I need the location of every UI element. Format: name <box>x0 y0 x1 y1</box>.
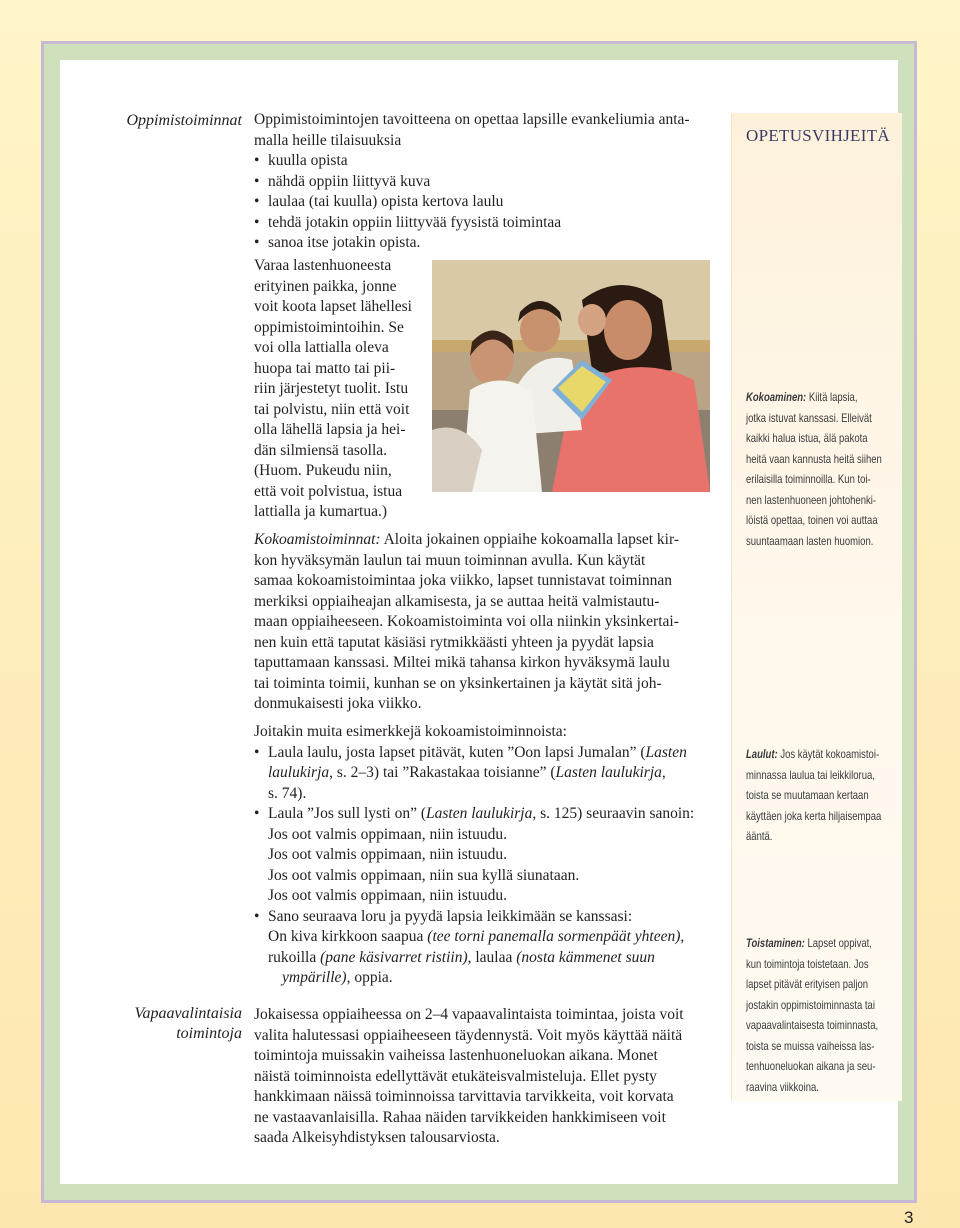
list-item: • tehdä jotakin oppiin liittyvää fyysistä toimintaa <box>254 213 714 234</box>
intro-paragraph <box>254 110 714 254</box>
text-line: Jokaisessa oppiaiheessa on 2–4 vapaavalintaista toimintaa, joista voit <box>254 1006 684 1023</box>
text-span: Kiitä lapsia, <box>806 391 858 404</box>
song-book-ref: laulukirja <box>268 764 330 781</box>
text-line: Varaa lastenhuoneesta <box>254 257 392 274</box>
list-item: • nähdä oppiin liittyvä kuva <box>254 172 714 193</box>
text-span: On kiva kirkkoon saapua <box>268 928 428 945</box>
text-line: kon hyväksymän laulun tai muun toiminnan avulla. Kun käytät <box>254 551 646 569</box>
text-line <box>254 530 714 551</box>
text-line: • Sano seuraava loru ja pyydä lapsia leikkimään se kanssasi: <box>268 907 633 925</box>
gesture-instruction: ympärille) <box>282 969 347 986</box>
text-line <box>268 763 714 784</box>
list-item <box>254 743 714 805</box>
goal-list <box>254 151 714 254</box>
tip-line: heitä vaan kannusta heitä siihen <box>746 452 882 466</box>
examples-intro: Joitakin muita esimerkkejä kokoamistoiminnoista: <box>254 723 567 740</box>
list-item: • laulaa (tai kuulla) opista kertova laulu <box>254 192 714 213</box>
space-advice-paragraph <box>254 256 430 523</box>
text-line: hankkimaan näissä toiminnoissa tarvittavia tarvikkeita, voit korvata <box>254 1088 674 1105</box>
rhyme-line <box>268 948 714 969</box>
list-item <box>254 804 714 907</box>
rhyme-line <box>268 968 714 989</box>
tip-line: minnassa laulua tai leikkilorua, <box>746 768 875 782</box>
tip-repetition <box>746 934 894 1098</box>
gesture-instruction: (pane käsivarret ristiin), <box>320 948 472 966</box>
text-span: laulaa <box>471 948 517 966</box>
text-line: näistä toiminnoista edellyttävät etukäteisvalmisteluja. Ellet pysty <box>254 1067 657 1085</box>
section-label-optional <box>60 1004 242 1044</box>
tip-line: kun toimintoja toistetaan. Jos <box>746 957 869 971</box>
text-line: huopa tai matto tai pii- <box>254 359 396 377</box>
section-label-optional-line1: Vapaavalintaisia <box>134 1005 242 1022</box>
text-span: Aloita jokainen oppiaihe kokoamalla lapset kir- <box>380 531 680 548</box>
text-line <box>268 804 714 825</box>
lyric-line: Jos oot valmis oppimaan, niin istuudu. <box>268 825 507 843</box>
text-line: toimintoja muissakin vaiheissa lastenhuoneluokan aikana. Monet <box>254 1047 658 1064</box>
text-line: erityinen paikka, jonne <box>254 277 397 295</box>
gesture-instruction: (tee torni panemalla sormenpäät yhteen), <box>427 928 685 945</box>
text-line: lattialla ja kumartua.) <box>254 503 387 520</box>
text-span: Laula laulu, josta lapset pitävät, kuten ”Oon lapsi Jumalan” ( <box>268 743 646 761</box>
tip-line: vapaavalintaisesta toiminnasta, <box>746 1019 879 1032</box>
tip-lead: Toistaminen: <box>746 937 805 950</box>
text-span: Laula ”Jos sull lysti on” ( <box>268 805 426 822</box>
tip-line <box>746 388 894 409</box>
list-item <box>254 907 714 989</box>
examples-section <box>254 722 714 989</box>
lyric-line: Jos oot valmis oppimaan, niin sua kyllä siunataan. <box>268 866 580 884</box>
rhyme-line <box>268 927 714 948</box>
text-line: donmukaisesti joka viikko. <box>254 695 422 712</box>
sidebar-title: OPETUSVIHJEITÄ <box>746 126 890 145</box>
text-line: valita halutessasi oppiaiheeseen täydennystä. Voit myös käyttää näitä <box>254 1026 683 1044</box>
optional-activities-paragraph <box>254 1005 714 1149</box>
tip-gathering <box>746 388 894 552</box>
text-line: voi olla lattialla oleva <box>254 339 389 356</box>
text-line: olla lähellä lapsia ja hei- <box>254 421 406 438</box>
text-line: riin järjestetyt tuolit. Istu <box>254 380 409 397</box>
gathering-paragraph <box>254 530 714 715</box>
text-line: maan oppiaiheeseen. Kokoamistoiminta voi olla niinkin yksinkertai- <box>254 613 679 630</box>
tip-line: nen lastenhuoneen johtohenki- <box>746 493 877 507</box>
tip-line: käyttäen joka kerta hiljaisempaa <box>746 809 882 823</box>
text-line: oppimistoimintoihin. Se <box>254 318 404 336</box>
tip-line <box>746 745 894 766</box>
tip-line: löistä opettaa, toinen voi auttaa <box>746 514 878 527</box>
list-item: • kuulla opista <box>254 151 714 172</box>
text-line: dän silmiensä tasolla. <box>254 441 388 459</box>
text-line <box>268 743 714 764</box>
tip-line: suuntaamaan lasten huomion. <box>746 534 874 548</box>
text-span: , <box>661 764 666 781</box>
text-line: että voit polvistua, istua <box>254 482 403 500</box>
song-book-ref: Lasten laulukirja <box>555 764 662 781</box>
page-number: 3 <box>904 1208 914 1227</box>
text-line: samaa kokoamistoimintaa joka viikko, lapset tunnistavat toiminnan <box>254 572 672 589</box>
text-line: tai polvistu, niin että voit <box>254 400 410 418</box>
tip-line: jotka istuvat kanssasi. Elleivät <box>746 411 872 425</box>
text-span: Lapset oppivat, <box>804 937 872 950</box>
tip-line: tenhuoneluokan aikana ja seu- <box>746 1060 876 1073</box>
song-book-ref: Lasten <box>645 743 687 761</box>
examples-list <box>254 743 714 989</box>
text-line: nen kuin että taputat käsiäsi rytmikkäästi yhteen ja pyydät lapsia <box>254 633 654 651</box>
tip-line: jostakin oppimistoiminnasta tai <box>746 998 875 1012</box>
song-book-ref: Lasten laulukirja <box>426 805 533 822</box>
intro-line: malla heille tilaisuuksia <box>254 131 402 149</box>
text-span: , oppia. <box>346 969 393 986</box>
tip-line <box>746 934 894 955</box>
lyric-line: Jos oot valmis oppimaan, niin istuudu. <box>268 887 507 904</box>
text-span: , s. 2–3) tai ”Rakastakaa toisianne” ( <box>329 764 556 781</box>
tip-lead: Kokoaminen: <box>746 391 807 404</box>
teacher-with-children-photo <box>432 260 710 492</box>
text-span: Jos käytät kokoamistoi- <box>777 748 880 761</box>
text-span: rukoilla <box>268 948 321 966</box>
photo-illustration <box>432 260 710 492</box>
intro-line: Oppimistoimintojen tavoitteena on opettaa lapsille evankeliumia anta- <box>254 111 690 128</box>
text-span: , s. 125) seuraavin sanoin: <box>532 805 695 822</box>
tip-songs <box>746 745 894 848</box>
gathering-lead: Kokoamistoiminnat: <box>254 531 381 548</box>
list-item: • sanoa itse jotakin opista. <box>254 233 714 254</box>
gesture-instruction: (nosta kämmenet suun <box>516 948 655 966</box>
tip-line: erilaisilla toiminnoilla. Kun toi- <box>746 473 871 486</box>
tip-line: toista se muissa vaiheissa las- <box>746 1039 875 1053</box>
text-line: s. 74). <box>268 784 307 802</box>
tip-line: toista se muutamaan kertaan <box>746 789 869 802</box>
text-line: voit koota lapset lähellesi <box>254 298 412 315</box>
text-line: ne vastaavanlaisilla. Rahaa näiden tarvikkeiden hankkimiseen voit <box>254 1108 666 1126</box>
text-line: taputtamaan kanssasi. Miltei mikä tahansa kirkon hyväksymä laulu <box>254 654 670 671</box>
section-label-optional-line2: toimintoja <box>176 1025 242 1042</box>
tip-line: ääntä. <box>746 830 773 843</box>
text-line: (Huom. Pukeudu niin, <box>254 462 392 479</box>
text-line: tai toiminta toimii, kunhan se on yksinkertainen ja käytät sitä joh- <box>254 674 662 692</box>
section-label-activities: Oppimistoiminnat <box>126 112 242 129</box>
text-line: saada Alkeisyhdistyksen talousarviosta. <box>254 1129 500 1146</box>
tip-lead: Laulut: <box>746 748 778 761</box>
tip-line: raavina viikkoina. <box>746 1080 819 1094</box>
tip-line: lapset pitävät erityisen paljon <box>746 978 869 991</box>
tip-line: kaikki halua istua, älä pakota <box>746 432 868 445</box>
lyric-line: Jos oot valmis oppimaan, niin istuudu. <box>268 846 507 863</box>
text-line: merkiksi oppiaiheajan alkamisesta, ja se auttaa heitä valmistautu- <box>254 592 660 610</box>
